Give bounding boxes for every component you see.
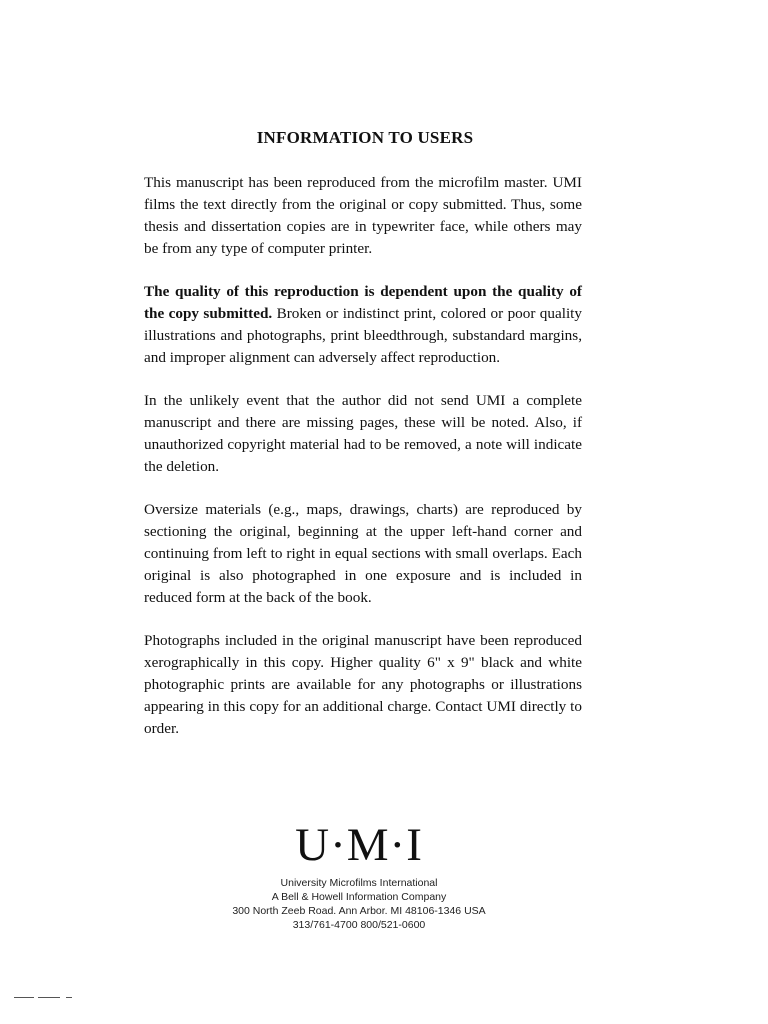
- page-title: INFORMATION TO USERS: [256, 128, 474, 147]
- scan-mark: [38, 997, 60, 998]
- paragraph-text: Oversize materials (e.g., maps, drawings, charts) are reproduced by sectioning the original, beginning at the upper left-hand corner and continuing from left to right in equal sections with small overlaps. Each original is also photographed in one exposure and is included in reduced form at the back of the book.: [144, 501, 582, 606]
- publisher-block: [0, 818, 718, 932]
- scan-mark: [14, 997, 34, 998]
- paragraph-reproduction: [144, 172, 582, 260]
- document-body: [144, 172, 582, 761]
- paragraph-quality: [144, 281, 582, 369]
- paragraph-text: Photographs included in the original manuscript have been reproduced xerographically in this copy. Higher quality 6" x 9" black and white photographic prints are available for any photographs or illustrations appearing in this copy for an additional charge. Contact UMI directly to order.: [144, 632, 582, 737]
- umi-logo: U·M·I: [295, 819, 423, 871]
- scan-mark: [66, 997, 72, 998]
- paragraph-photographs: [144, 630, 582, 740]
- address-line: 313/761-4700 800/521-0600: [292, 919, 426, 931]
- paragraph-text: In the unlikely event that the author did not send UMI a complete manuscript and there are missing pages, these will be noted. Also, if unauthorized copyright material had to be removed, a note will indicate the deletion.: [144, 392, 582, 475]
- paragraph-missing-pages: [144, 390, 582, 478]
- paragraph-text: This manuscript has been reproduced from the microfilm master. UMI films the text directly from the original or copy submitted. Thus, some thesis and dissertation copies are in typewriter face, while others may be from any type of computer printer.: [144, 174, 582, 257]
- paragraph-lead: The quality of this reproduction is dependent upon the quality of the copy submitted.: [144, 283, 582, 322]
- paragraph-text: Broken or indistinct print, colored or poor quality illustrations and photographs, print bleedthrough, substandard margins, and improper alignment can adversely affect reproduction.: [144, 305, 582, 366]
- paragraph-oversize: [144, 499, 582, 609]
- address-line: 300 North Zeeb Road. Ann Arbor. MI 48106-1346 USA: [232, 905, 486, 917]
- publisher-address: [0, 876, 718, 932]
- address-line: University Microfilms International: [280, 877, 438, 889]
- address-line: A Bell & Howell Information Company: [271, 891, 447, 903]
